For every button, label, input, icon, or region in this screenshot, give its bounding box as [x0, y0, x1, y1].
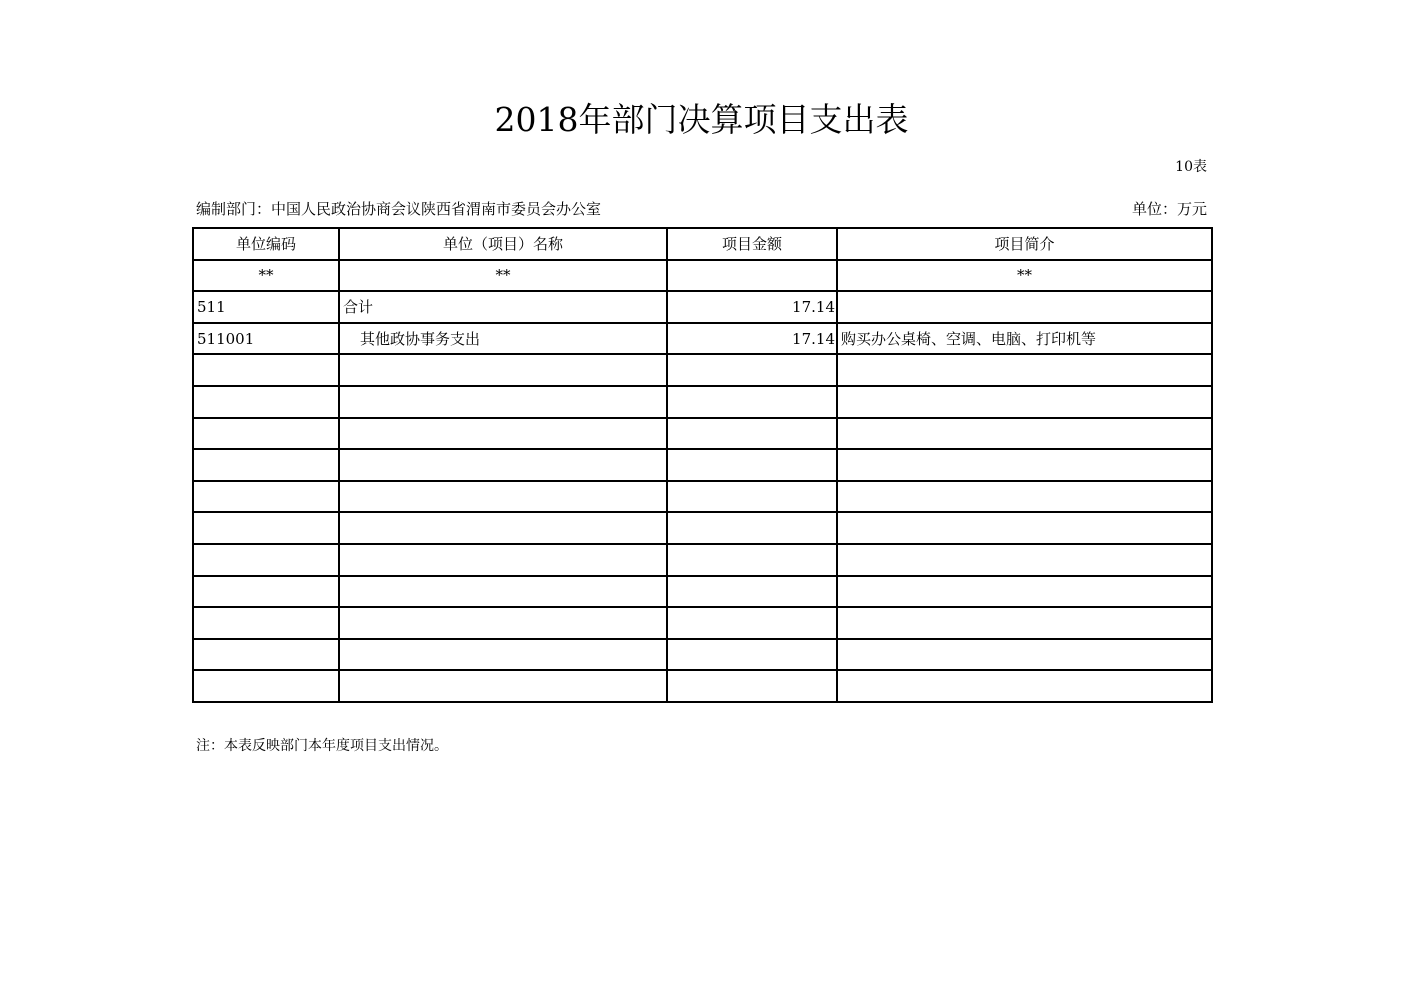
row-description: 购买办公桌椅、空调、电脑、打印机等 [837, 323, 1212, 355]
empty-row [193, 418, 1212, 450]
subheader-cell: ** [339, 260, 667, 292]
table-row [193, 291, 1212, 323]
header-description: 项目简介 [837, 228, 1212, 260]
row-name: 合计 [339, 291, 667, 323]
row-amount: 17.14 [667, 291, 837, 323]
empty-row [193, 576, 1212, 608]
empty-row [193, 670, 1212, 702]
expenditure-table [192, 227, 1213, 703]
empty-row [193, 607, 1212, 639]
row-code: 511001 [193, 323, 339, 355]
empty-row [193, 449, 1212, 481]
header-row [193, 228, 1212, 260]
header-unit-code: 单位编码 [193, 228, 339, 260]
department-label: 编制部门：中国人民政治协商会议陕西省渭南市委员会办公室 [196, 200, 602, 218]
empty-row [193, 481, 1212, 513]
table-row [193, 323, 1212, 355]
empty-row [193, 354, 1212, 386]
unit-label: 单位：万元 [1131, 200, 1207, 218]
subheader-cell: ** [193, 260, 339, 292]
subheader-row [193, 260, 1212, 292]
empty-row [193, 512, 1212, 544]
empty-row [193, 386, 1212, 418]
subheader-cell [667, 260, 837, 292]
subheader-cell: ** [837, 260, 1212, 292]
empty-row [193, 544, 1212, 576]
table-number: 10表 [1175, 159, 1207, 175]
row-name: 其他政协事务支出 [339, 323, 667, 355]
empty-row [193, 639, 1212, 671]
row-description [837, 291, 1212, 323]
footnote: 注：本表反映部门本年度项目支出情况。 [196, 738, 448, 754]
header-amount: 项目金额 [667, 228, 837, 260]
row-code: 511 [193, 291, 339, 323]
page-title: 2018年部门决算项目支出表 [494, 100, 909, 139]
row-amount: 17.14 [667, 323, 837, 355]
header-unit-name: 单位（项目）名称 [339, 228, 667, 260]
